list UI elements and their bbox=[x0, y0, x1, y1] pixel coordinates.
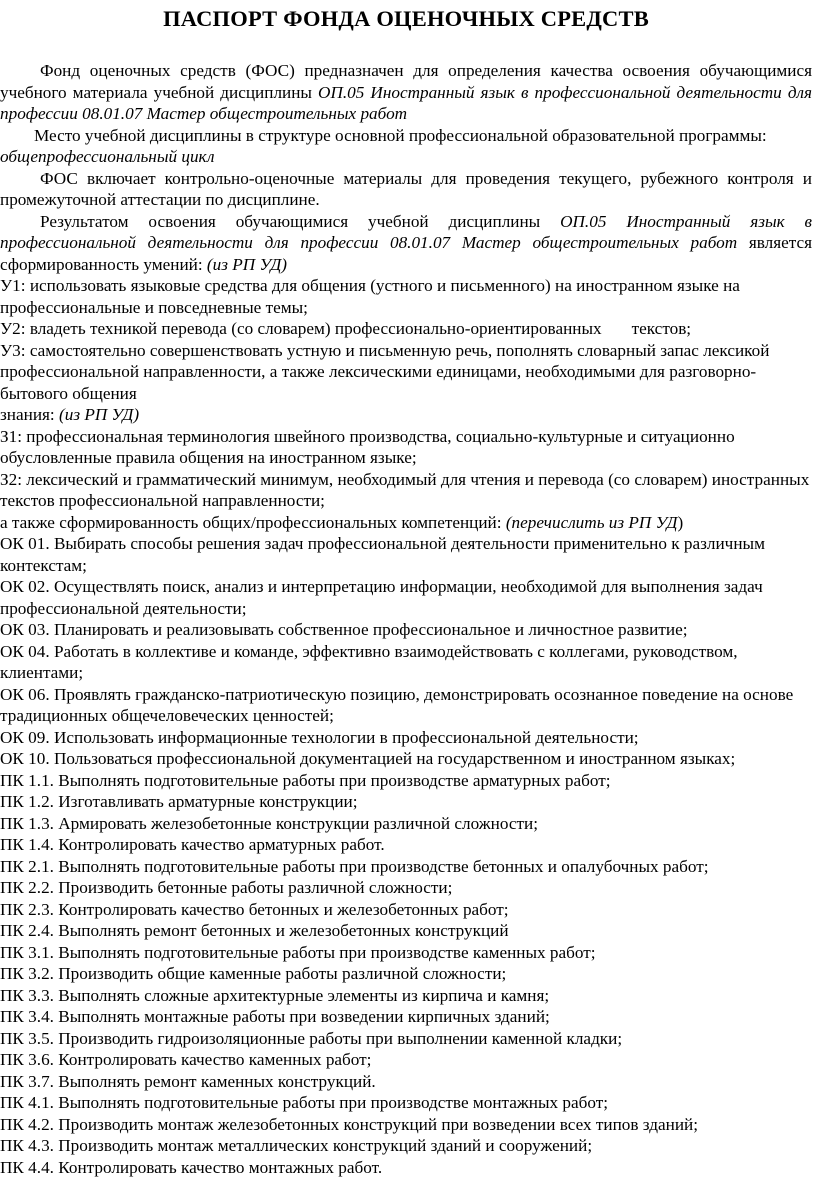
competencies-close: ) bbox=[677, 512, 684, 532]
ok-item: ОК 06. Проявлять гражданско-патриотическую позицию, демонстрировать осознанное поведение на основе традиционных общечеловеческих ценностей; bbox=[0, 684, 794, 725]
ok-item: ОК 03. Планировать и реализовывать собственное профессиональное и личностное развитие; bbox=[0, 620, 688, 639]
knowledge-item: З1: профессиональная терминология швейного производства, социально-культурные и ситуационно обусловленные правила общения на иностранном языке; bbox=[0, 426, 735, 467]
pk-item: ПК 3.1. Выполнять подготовительные работы при производстве каменных работ; bbox=[0, 942, 596, 962]
pk-item: ПК 3.5. Производить гидроизоляционные работы при выполнении каменной кладки; bbox=[0, 1028, 623, 1048]
pk-item: ПК 3.6. Контролировать качество каменных работ; bbox=[0, 1050, 372, 1069]
pk-item: ПК 3.3. Выполнять сложные архитектурные элементы из кирпича и камня; bbox=[0, 985, 550, 1005]
discipline-name-italic: ОП.05 Иностранный язык в профессиональной деятельности для профессии 08.01.07 Мастер общестроительных работ bbox=[0, 82, 813, 123]
skill-item: У3: самостоятельно совершенствовать устную и письменную речь, пополнять словарный запас лексикой профессиональной направленности, а также лексическими единицами, необходимыми для разговорно-бытового общения bbox=[0, 340, 770, 403]
ok-item: ОК 01. Выбирать способы решения задач профессиональной деятельности применительно к различным контекстам; bbox=[0, 534, 765, 575]
pk-item: ПК 3.7. Выполнять ремонт каменных конструкций. bbox=[0, 1071, 376, 1091]
ok-list bbox=[0, 533, 812, 770]
pk-item: ПК 2.2. Производить бетонные работы различной сложности; bbox=[0, 878, 453, 897]
pk-item: ПК 3.4. Выполнять монтажные работы при возведении кирпичных зданий; bbox=[0, 1007, 550, 1026]
intro-paragraph-contents: ФОС включает контрольно-оценочные материалы для проведения текущего, рубежного контроля и промежуточной аттестации по дисциплине. bbox=[0, 168, 812, 209]
pk-item: ПК 4.1. Выполнять подготовительные работы при производстве монтажных работ; bbox=[0, 1093, 609, 1112]
skill-2-text: У2: владеть техникой перевода (со словарем) профессионально-ориентированных bbox=[0, 319, 602, 338]
place-text: Место учебной дисциплины в структуре основной профессиональной образовательной программы: bbox=[34, 125, 767, 145]
knowledge-source-italic: (из РП УД) bbox=[59, 405, 140, 424]
ok-item: ОК 02. Осуществлять поиск, анализ и интерпретацию информации, необходимой для выполнения задач профессиональной деятельности; bbox=[0, 577, 763, 618]
pk-item: ПК 2.3. Контролировать качество бетонных и железобетонных работ; bbox=[0, 899, 509, 919]
result-after-text: является сформированность умений: bbox=[0, 233, 812, 274]
result-source-italic: (из РП УД) bbox=[206, 254, 287, 274]
pk-item: ПК 2.1. Выполнять подготовительные работы при производстве бетонных и опалубочных работ; bbox=[0, 856, 709, 876]
cycle-name-italic: общепрофессиональный цикл bbox=[0, 147, 215, 166]
intro-paragraph-place bbox=[0, 125, 812, 147]
knowledge-item: З2: лексический и грамматический минимум, необходимый для чтения и перевода (со словарем) иностранных текстов профессиональной направленности; bbox=[0, 469, 810, 510]
competencies-heading bbox=[0, 512, 812, 534]
result-text: Результатом освоения обучающимися учебной дисциплины bbox=[40, 211, 561, 231]
intro-paragraph-result bbox=[0, 211, 812, 276]
document-title: ПАСПОРТ ФОНДА ОЦЕНОЧНЫХ СРЕДСТВ bbox=[163, 6, 649, 31]
pk-list bbox=[0, 770, 812, 1179]
pk-item: ПК 1.1. Выполнять подготовительные работы при производстве арматурных работ; bbox=[0, 770, 611, 790]
pk-item: ПК 4.2. Производить монтаж железобетонных конструкций при возведении всех типов зданий; bbox=[0, 1114, 698, 1134]
pk-item: ПК 4.3. Производить монтаж металлических конструкций зданий и сооружений; bbox=[0, 1136, 593, 1155]
competencies-label: а также сформированность общих/профессиональных компетенций: bbox=[0, 512, 506, 532]
skill-2-tail: текстов; bbox=[631, 319, 692, 338]
pk-item: ПК 1.4. Контролировать качество арматурных работ. bbox=[0, 835, 385, 854]
document-body bbox=[0, 38, 812, 1178]
intro-paragraph-purpose bbox=[0, 60, 812, 125]
pk-item: ПК 4.4. Контролировать качество монтажных работ. bbox=[0, 1157, 383, 1177]
ok-item: ОК 09. Использовать информационные технологии в профессиональной деятельности; bbox=[0, 727, 639, 747]
pk-item: ПК 1.3. Армировать железобетонные конструкции различной сложности; bbox=[0, 813, 538, 833]
result-discipline-italic: ОП.05 Иностранный язык в профессиональной деятельности для профессии 08.01.07 Мастер общестроительных работ bbox=[0, 211, 812, 252]
skill-item: У1: использовать языковые средства для общения (устного и письменного) на иностранном языке на профессиональные и повседневные темы; bbox=[0, 276, 740, 317]
knowledge-label: знания: bbox=[0, 405, 59, 424]
ok-item: ОК 10. Пользоваться профессиональной документацией на государственном и иностранном языках; bbox=[0, 749, 736, 768]
pk-item: ПК 3.2. Производить общие каменные работы различной сложности; bbox=[0, 964, 507, 983]
ok-item: ОК 04. Работать в коллективе и команде, эффективно взаимодействовать с коллегами, руководством, клиентами; bbox=[0, 641, 738, 682]
pk-item: ПК 1.2. Изготавливать арматурные конструкции; bbox=[0, 792, 358, 811]
competencies-source-italic: (перечислить из РП УД bbox=[505, 512, 678, 532]
purpose-text: Фонд оценочных средств (ФОС) предназначен для определения качества освоения обучающимися учебного материала учебной дисциплины bbox=[0, 61, 812, 102]
knowledge-heading bbox=[0, 404, 812, 426]
pk-item: ПК 2.4. Выполнять ремонт бетонных и железобетонных конструкций bbox=[0, 921, 509, 940]
skill-item bbox=[0, 318, 812, 340]
